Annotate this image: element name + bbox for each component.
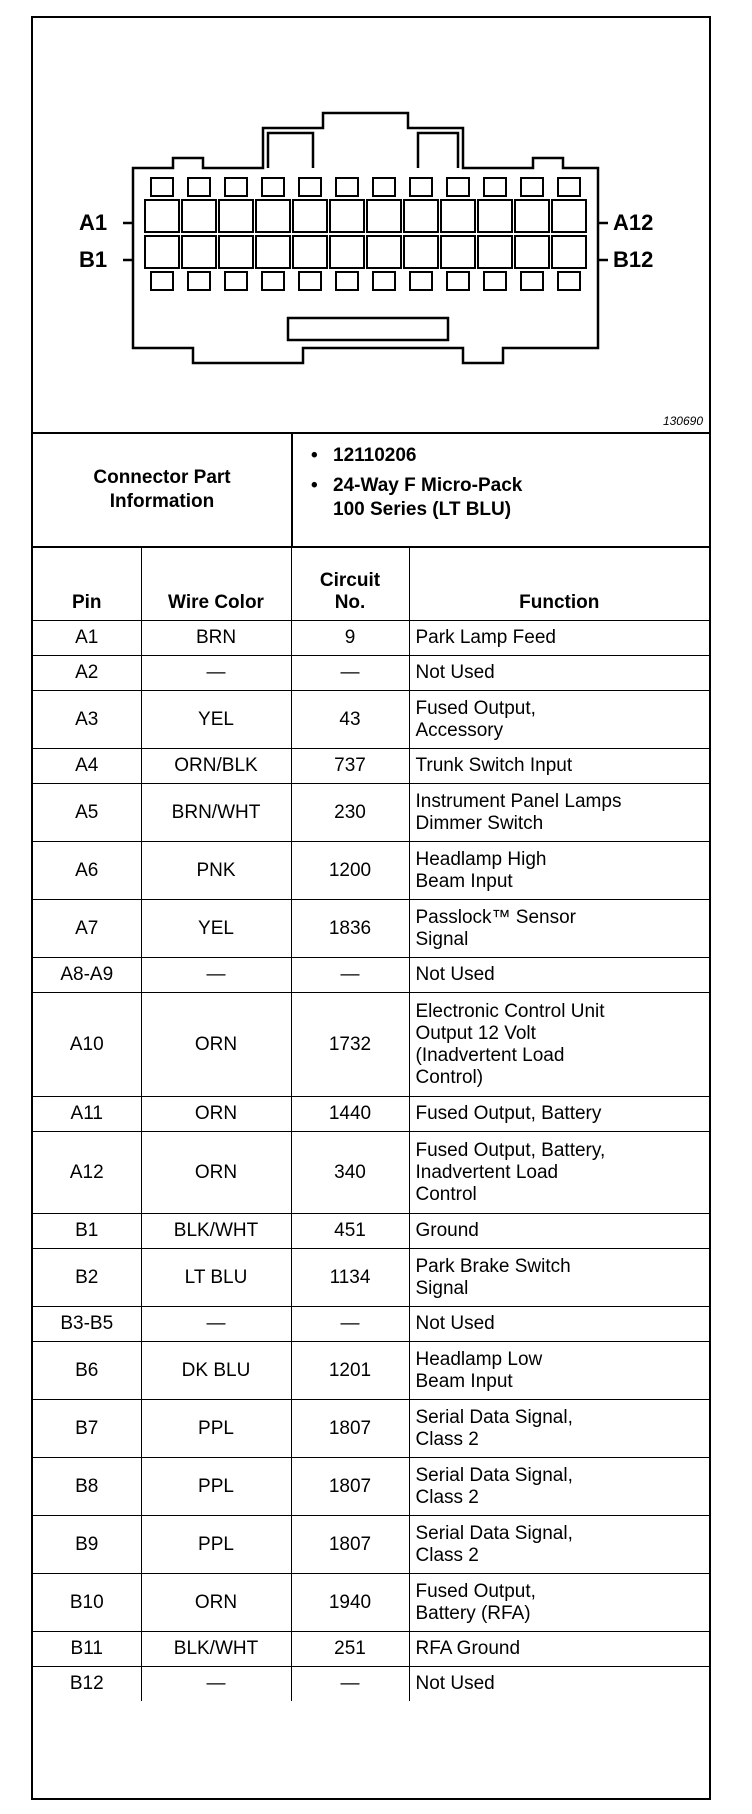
table-row bbox=[33, 1097, 709, 1132]
pin-cavity bbox=[447, 178, 469, 196]
pin-cavity bbox=[262, 272, 284, 290]
wire-color-cell: BRN/WHT bbox=[141, 784, 291, 842]
pin-cavity bbox=[293, 236, 327, 268]
pin-cell: B10 bbox=[33, 1574, 141, 1632]
function-cell: Fused Output, Battery (RFA) bbox=[409, 1574, 709, 1632]
function-cell: RFA Ground bbox=[409, 1632, 709, 1667]
wire-color-cell: ORN bbox=[141, 1132, 291, 1214]
connector-part-information bbox=[33, 434, 709, 548]
pin-cavity bbox=[336, 178, 358, 196]
circuit-cell: 1732 bbox=[291, 993, 409, 1097]
wire-color-cell: BLK/WHT bbox=[141, 1214, 291, 1249]
function-cell: Trunk Switch Input bbox=[409, 749, 709, 784]
function-cell: Park Brake Switch Signal bbox=[409, 1249, 709, 1307]
wire-color-cell: BRN bbox=[141, 621, 291, 656]
table-row bbox=[33, 993, 709, 1097]
pin-cavity bbox=[293, 200, 327, 232]
pin-cavity bbox=[552, 200, 586, 232]
function-cell: Serial Data Signal, Class 2 bbox=[409, 1458, 709, 1516]
circuit-cell: 340 bbox=[291, 1132, 409, 1214]
pin-cavity bbox=[404, 200, 438, 232]
table-row bbox=[33, 1342, 709, 1400]
wire-color-cell: — bbox=[141, 958, 291, 993]
pin-cavity bbox=[373, 178, 395, 196]
wire-color-cell: ORN bbox=[141, 1097, 291, 1132]
pin-cavity bbox=[330, 200, 364, 232]
pin-cavity bbox=[151, 272, 173, 290]
pin-cell: B12 bbox=[33, 1667, 141, 1702]
table-row bbox=[33, 1400, 709, 1458]
wire-color-cell: LT BLU bbox=[141, 1249, 291, 1307]
pin-cavity bbox=[262, 178, 284, 196]
pin-cavity bbox=[225, 272, 247, 290]
pin-cell: B6 bbox=[33, 1342, 141, 1400]
table-row bbox=[33, 842, 709, 900]
header-wire-color: Wire Color bbox=[141, 548, 291, 621]
pin-cavity bbox=[552, 236, 586, 268]
pin-cavity bbox=[410, 178, 432, 196]
pin-cavities bbox=[145, 178, 586, 290]
pin-cavity bbox=[521, 178, 543, 196]
housing-outline bbox=[133, 113, 598, 363]
table-row bbox=[33, 656, 709, 691]
function-cell: Fused Output, Battery, Inadvertent Load Control bbox=[409, 1132, 709, 1214]
wire-color-cell: PPL bbox=[141, 1516, 291, 1574]
wire-color-cell: ORN/BLK bbox=[141, 749, 291, 784]
function-cell: Fused Output, Accessory bbox=[409, 691, 709, 749]
table-row bbox=[33, 1667, 709, 1702]
pin-cavity bbox=[256, 200, 290, 232]
right-latch bbox=[418, 133, 458, 168]
pinout-table bbox=[33, 548, 709, 1701]
pin-cell: B3-B5 bbox=[33, 1307, 141, 1342]
table-row bbox=[33, 958, 709, 993]
pin-cell: A2 bbox=[33, 656, 141, 691]
pin-cell: A3 bbox=[33, 691, 141, 749]
pin-cavity bbox=[484, 272, 506, 290]
function-cell: Not Used bbox=[409, 656, 709, 691]
pin-cell: A7 bbox=[33, 900, 141, 958]
circuit-cell: 1940 bbox=[291, 1574, 409, 1632]
function-cell: Not Used bbox=[409, 958, 709, 993]
wire-color-cell: ORN bbox=[141, 1574, 291, 1632]
table-header-row bbox=[33, 548, 709, 621]
header-function: Function bbox=[409, 548, 709, 621]
function-cell: Electronic Control Unit Output 12 Volt (Inadvertent Load Control) bbox=[409, 993, 709, 1097]
pin-cell: B2 bbox=[33, 1249, 141, 1307]
figure-number: 130690 bbox=[662, 414, 703, 428]
wire-color-cell: — bbox=[141, 1307, 291, 1342]
pin-cavity bbox=[404, 236, 438, 268]
pin-cavity bbox=[336, 272, 358, 290]
wire-color-cell: PPL bbox=[141, 1458, 291, 1516]
pin-cavity bbox=[219, 236, 253, 268]
connector-sheet bbox=[31, 16, 711, 1800]
table-row bbox=[33, 749, 709, 784]
connector-figure bbox=[33, 18, 709, 434]
wire-color-cell: PNK bbox=[141, 842, 291, 900]
pin-cell: B9 bbox=[33, 1516, 141, 1574]
pin-cavity bbox=[521, 272, 543, 290]
wire-color-cell: — bbox=[141, 656, 291, 691]
wire-color-cell: YEL bbox=[141, 900, 291, 958]
pin-label-a1: A1 bbox=[79, 210, 108, 235]
pin-cavity bbox=[441, 200, 475, 232]
circuit-cell: — bbox=[291, 958, 409, 993]
pin-cell: B8 bbox=[33, 1458, 141, 1516]
pin-cavity bbox=[151, 178, 173, 196]
pin-cavity bbox=[299, 272, 321, 290]
table-row bbox=[33, 784, 709, 842]
function-cell: Headlamp Low Beam Input bbox=[409, 1342, 709, 1400]
pin-cell: A6 bbox=[33, 842, 141, 900]
circuit-cell: 1201 bbox=[291, 1342, 409, 1400]
table-row bbox=[33, 1307, 709, 1342]
function-cell: Serial Data Signal, Class 2 bbox=[409, 1516, 709, 1574]
pin-cavity bbox=[188, 178, 210, 196]
pin-cavity bbox=[145, 236, 179, 268]
pin-cavity bbox=[478, 236, 512, 268]
table-row bbox=[33, 691, 709, 749]
function-cell: Not Used bbox=[409, 1307, 709, 1342]
table-row bbox=[33, 900, 709, 958]
table-row bbox=[33, 1574, 709, 1632]
pin-cell: A8-A9 bbox=[33, 958, 141, 993]
pin-cavity bbox=[188, 272, 210, 290]
pin-label-b12: B12 bbox=[613, 247, 654, 272]
pin-cavity bbox=[515, 200, 549, 232]
pin-cell: A1 bbox=[33, 621, 141, 656]
function-cell: Headlamp High Beam Input bbox=[409, 842, 709, 900]
pin-cavity bbox=[441, 236, 475, 268]
circuit-cell: 43 bbox=[291, 691, 409, 749]
connector-description: • 24-Way F Micro-Pack 100 Series (LT BLU) bbox=[311, 474, 701, 522]
pin-cavity bbox=[182, 236, 216, 268]
pin-cavity bbox=[299, 178, 321, 196]
table-row bbox=[33, 1132, 709, 1214]
circuit-cell: — bbox=[291, 1307, 409, 1342]
left-latch bbox=[268, 133, 313, 168]
pin-cavity bbox=[182, 200, 216, 232]
wire-color-cell: ORN bbox=[141, 993, 291, 1097]
connector-info-list bbox=[311, 444, 701, 528]
part-number: • 12110206 bbox=[311, 444, 701, 468]
header-pin: Pin bbox=[33, 548, 141, 621]
circuit-cell: 1200 bbox=[291, 842, 409, 900]
circuit-cell: 737 bbox=[291, 749, 409, 784]
pin-cell: A10 bbox=[33, 993, 141, 1097]
table-row bbox=[33, 1516, 709, 1574]
header-circuit-no: Circuit No. bbox=[291, 548, 409, 621]
pin-cavity bbox=[447, 272, 469, 290]
table-row bbox=[33, 1632, 709, 1667]
circuit-cell: 1836 bbox=[291, 900, 409, 958]
key-slot bbox=[288, 318, 448, 340]
pin-cavity bbox=[484, 178, 506, 196]
pin-cavity bbox=[256, 236, 290, 268]
table-row bbox=[33, 621, 709, 656]
pin-cavity bbox=[145, 200, 179, 232]
pin-cell: A5 bbox=[33, 784, 141, 842]
wire-color-cell: — bbox=[141, 1667, 291, 1702]
table-row bbox=[33, 1249, 709, 1307]
pin-cavity bbox=[373, 272, 395, 290]
wire-color-cell: BLK/WHT bbox=[141, 1632, 291, 1667]
pin-cavity bbox=[558, 178, 580, 196]
circuit-cell: 1134 bbox=[291, 1249, 409, 1307]
pin-cavity bbox=[478, 200, 512, 232]
pin-cell: B11 bbox=[33, 1632, 141, 1667]
pin-cavity bbox=[367, 236, 401, 268]
pin-cavity bbox=[367, 200, 401, 232]
circuit-cell: 1807 bbox=[291, 1458, 409, 1516]
circuit-cell: 9 bbox=[291, 621, 409, 656]
wire-color-cell: DK BLU bbox=[141, 1342, 291, 1400]
pin-cell: A11 bbox=[33, 1097, 141, 1132]
pin-cavity bbox=[225, 178, 247, 196]
circuit-cell: — bbox=[291, 656, 409, 691]
circuit-cell: 451 bbox=[291, 1214, 409, 1249]
pin-cell: B1 bbox=[33, 1214, 141, 1249]
function-cell: Passlock™ Sensor Signal bbox=[409, 900, 709, 958]
wire-color-cell: YEL bbox=[141, 691, 291, 749]
table-row bbox=[33, 1214, 709, 1249]
pin-cavity bbox=[219, 200, 253, 232]
connector-drawing bbox=[33, 18, 709, 432]
pin-cell: A4 bbox=[33, 749, 141, 784]
function-cell: Not Used bbox=[409, 1667, 709, 1702]
circuit-cell: 251 bbox=[291, 1632, 409, 1667]
function-cell: Ground bbox=[409, 1214, 709, 1249]
circuit-cell: 1440 bbox=[291, 1097, 409, 1132]
circuit-cell: — bbox=[291, 1667, 409, 1702]
table-row bbox=[33, 1458, 709, 1516]
pin-label-a12: A12 bbox=[613, 210, 654, 235]
pin-cell: B7 bbox=[33, 1400, 141, 1458]
pin-cavity bbox=[410, 272, 432, 290]
pin-cavity bbox=[515, 236, 549, 268]
pin-cavity bbox=[330, 236, 364, 268]
pin-label-b1: B1 bbox=[79, 247, 108, 272]
wire-color-cell: PPL bbox=[141, 1400, 291, 1458]
function-cell: Park Lamp Feed bbox=[409, 621, 709, 656]
function-cell: Serial Data Signal, Class 2 bbox=[409, 1400, 709, 1458]
circuit-cell: 1807 bbox=[291, 1400, 409, 1458]
circuit-cell: 1807 bbox=[291, 1516, 409, 1574]
pin-cavity bbox=[558, 272, 580, 290]
connector-info-title: Connector Part Information bbox=[33, 434, 293, 546]
function-cell: Fused Output, Battery bbox=[409, 1097, 709, 1132]
circuit-cell: 230 bbox=[291, 784, 409, 842]
function-cell: Instrument Panel Lamps Dimmer Switch bbox=[409, 784, 709, 842]
pin-cell: A12 bbox=[33, 1132, 141, 1214]
